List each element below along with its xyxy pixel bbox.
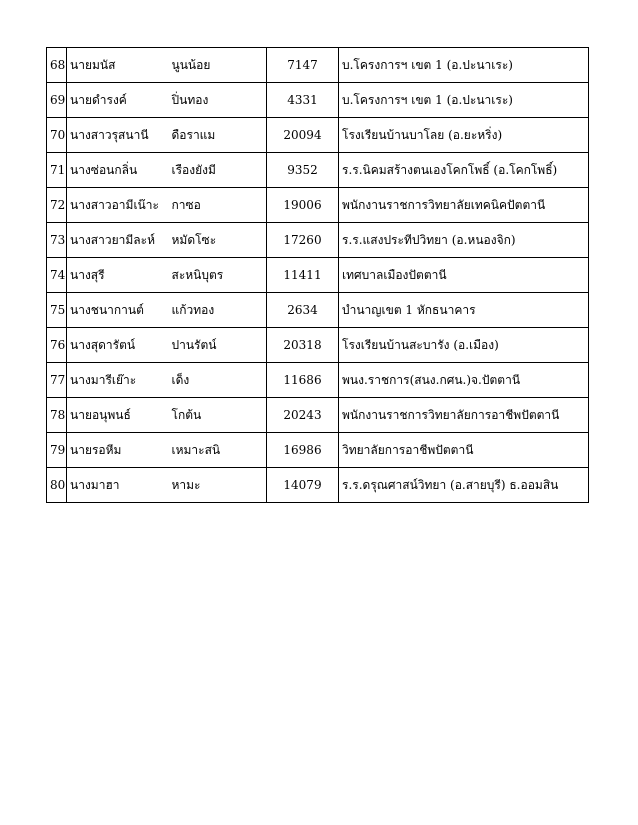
first-name: นางสุรี bbox=[67, 258, 169, 293]
table-body bbox=[47, 48, 589, 503]
organization: เทศบาลเมืองปัตตานี bbox=[339, 258, 589, 293]
member-code: 19006 bbox=[267, 188, 339, 223]
first-name: นางสาวรุสนานี bbox=[67, 118, 169, 153]
first-name: นางชนากานต์ bbox=[67, 293, 169, 328]
table-row bbox=[47, 398, 589, 433]
first-name: นายมนัส bbox=[67, 48, 169, 83]
table-row bbox=[47, 258, 589, 293]
organization: พนักงานราชการวิทยาลัยการอาชีพปัตตานี bbox=[339, 398, 589, 433]
row-number: 77 bbox=[47, 363, 67, 398]
table-row bbox=[47, 293, 589, 328]
last-name: ปิ่นทอง bbox=[169, 83, 267, 118]
organization: พนง.ราชการ(สนง.กศน.)จ.ปัตตานี bbox=[339, 363, 589, 398]
table-row bbox=[47, 118, 589, 153]
row-number: 73 bbox=[47, 223, 67, 258]
member-code: 17260 bbox=[267, 223, 339, 258]
organization: ร.ร.นิคมสร้างตนเองโคกโพธิ์ (อ.โคกโพธิ์) bbox=[339, 153, 589, 188]
first-name: นางสาวยามีละห์ bbox=[67, 223, 169, 258]
row-number: 79 bbox=[47, 433, 67, 468]
last-name: นูนน้อย bbox=[169, 48, 267, 83]
row-number: 69 bbox=[47, 83, 67, 118]
organization: ร.ร.ดรุณศาสน์วิทยา (อ.สายบุรี) ธ.ออมสิน bbox=[339, 468, 589, 503]
last-name: สะหนิบุตร bbox=[169, 258, 267, 293]
first-name: นายอนุพนธ์ bbox=[67, 398, 169, 433]
member-code: 4331 bbox=[267, 83, 339, 118]
last-name: แก้วทอง bbox=[169, 293, 267, 328]
member-code: 20094 bbox=[267, 118, 339, 153]
organization: บำนาญเขต 1 หักธนาคาร bbox=[339, 293, 589, 328]
member-code: 7147 bbox=[267, 48, 339, 83]
last-name: ปานรัตน์ bbox=[169, 328, 267, 363]
last-name: หามะ bbox=[169, 468, 267, 503]
row-number: 78 bbox=[47, 398, 67, 433]
table-row bbox=[47, 328, 589, 363]
table-row bbox=[47, 48, 589, 83]
table-row bbox=[47, 83, 589, 118]
last-name: กาซอ bbox=[169, 188, 267, 223]
row-number: 72 bbox=[47, 188, 67, 223]
organization: พนักงานราชการวิทยาลัยเทคนิคปัตตานี bbox=[339, 188, 589, 223]
first-name: นางสุดารัตน์ bbox=[67, 328, 169, 363]
member-table bbox=[46, 47, 589, 503]
table-row bbox=[47, 188, 589, 223]
member-code: 11686 bbox=[267, 363, 339, 398]
table-row bbox=[47, 363, 589, 398]
member-code: 16986 bbox=[267, 433, 339, 468]
last-name: เหมาะสนิ bbox=[169, 433, 267, 468]
last-name: เรืองยังมี bbox=[169, 153, 267, 188]
first-name: นางมารีเย๊าะ bbox=[67, 363, 169, 398]
member-code: 20243 bbox=[267, 398, 339, 433]
member-code: 9352 bbox=[267, 153, 339, 188]
organization: บ.โครงการฯ เขต 1 (อ.ปะนาเระ) bbox=[339, 48, 589, 83]
organization: บ.โครงการฯ เขต 1 (อ.ปะนาเระ) bbox=[339, 83, 589, 118]
first-name: นายดำรงค์ bbox=[67, 83, 169, 118]
member-code: 14079 bbox=[267, 468, 339, 503]
member-code: 2634 bbox=[267, 293, 339, 328]
last-name: เด็ง bbox=[169, 363, 267, 398]
row-number: 70 bbox=[47, 118, 67, 153]
member-code: 11411 bbox=[267, 258, 339, 293]
organization: โรงเรียนบ้านสะบารัง (อ.เมือง) bbox=[339, 328, 589, 363]
table-row bbox=[47, 433, 589, 468]
first-name: นางซ่อนกลิ่น bbox=[67, 153, 169, 188]
first-name: นางมาฮา bbox=[67, 468, 169, 503]
row-number: 74 bbox=[47, 258, 67, 293]
table-row bbox=[47, 153, 589, 188]
row-number: 75 bbox=[47, 293, 67, 328]
member-code: 20318 bbox=[267, 328, 339, 363]
last-name: ดือราแม bbox=[169, 118, 267, 153]
row-number: 71 bbox=[47, 153, 67, 188]
row-number: 76 bbox=[47, 328, 67, 363]
organization: ร.ร.แสงประทีปวิทยา (อ.หนองจิก) bbox=[339, 223, 589, 258]
organization: วิทยาลัยการอาชีพปัตตานี bbox=[339, 433, 589, 468]
row-number: 80 bbox=[47, 468, 67, 503]
last-name: โกต้น bbox=[169, 398, 267, 433]
table-row bbox=[47, 223, 589, 258]
first-name: นางสาวอามีเน๊าะ bbox=[67, 188, 169, 223]
table-row bbox=[47, 468, 589, 503]
row-number: 68 bbox=[47, 48, 67, 83]
last-name: หมัดโซะ bbox=[169, 223, 267, 258]
organization: โรงเรียนบ้านบาโลย (อ.ยะหริ่ง) bbox=[339, 118, 589, 153]
first-name: นายรอหีม bbox=[67, 433, 169, 468]
